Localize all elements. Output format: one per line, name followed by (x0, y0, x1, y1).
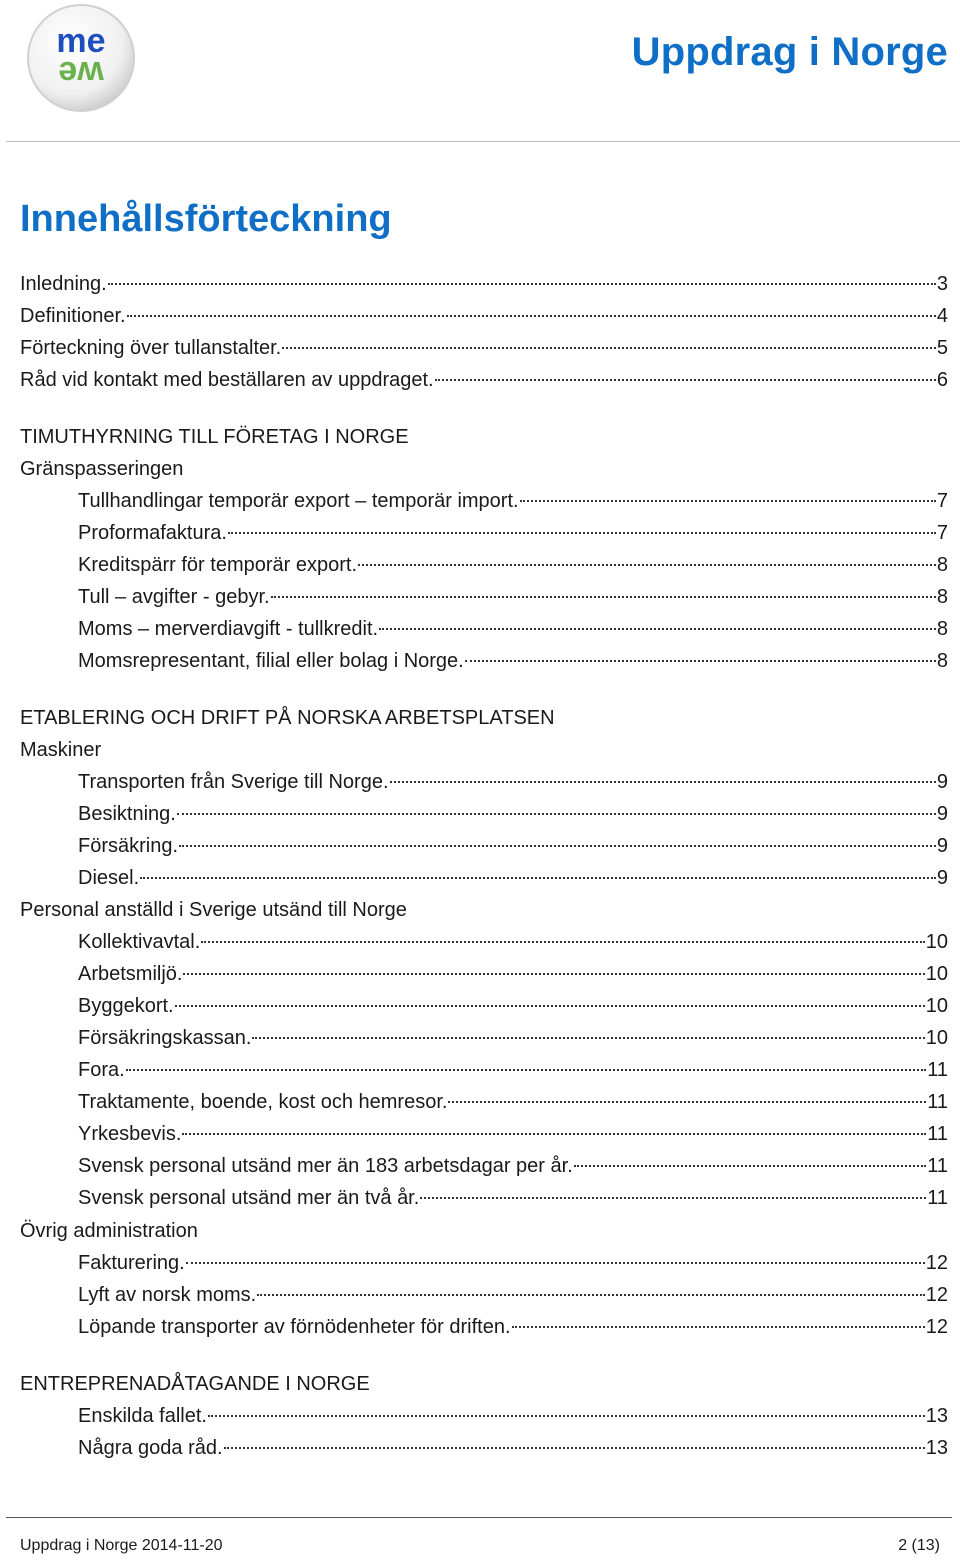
toc-entry-title: Lyft av norsk moms. (78, 1284, 257, 1306)
toc-dot-leader (126, 1069, 927, 1071)
toc-entry-title: Förteckning över tullanstalter. (20, 337, 282, 359)
toc-dot-leader (201, 941, 924, 943)
toc-heading: Innehållsförteckning (20, 198, 392, 240)
toc-entry-title: Svensk personal utsänd mer än 183 arbetsdagar per år. (78, 1155, 573, 1177)
toc-dot-leader (127, 315, 936, 317)
toc-entry-page: 13 (925, 1405, 948, 1427)
logo-text-bottom: we (58, 54, 104, 92)
toc-entry[interactable] (78, 1432, 948, 1464)
toc-dot-leader (435, 379, 936, 381)
toc-entry-page: 7 (936, 522, 948, 544)
toc-dot-leader (108, 283, 936, 285)
toc-entry[interactable] (20, 300, 948, 332)
toc-dot-leader (183, 973, 924, 975)
toc-entry-title: Försäkring. (78, 835, 179, 857)
toc-entry[interactable] (78, 1022, 948, 1054)
toc-entry-page: 12 (925, 1252, 948, 1274)
toc-dot-leader (358, 564, 936, 566)
toc-dot-leader (420, 1197, 926, 1199)
toc-entry[interactable] (78, 485, 948, 517)
toc-entry[interactable] (78, 1086, 948, 1118)
toc-dot-leader (574, 1165, 926, 1167)
toc-dot-leader (390, 781, 936, 783)
toc-entry[interactable] (78, 1054, 948, 1086)
toc-section-heading: Maskiner (20, 739, 102, 761)
toc-dot-leader (271, 596, 936, 598)
toc-entry-page: 10 (925, 1027, 948, 1049)
toc-entry[interactable] (20, 364, 948, 396)
toc-entry-title: Löpande transporter av förnödenheter för driften. (78, 1316, 511, 1338)
toc-entry[interactable] (78, 1118, 948, 1150)
toc-section-heading: Gränspasseringen (20, 458, 184, 480)
toc-entry[interactable] (78, 1182, 948, 1214)
toc-entry-title: Några goda råd. (78, 1437, 223, 1459)
toc-section-heading: ETABLERING OCH DRIFT PÅ NORSKA ARBETSPLATSEN (20, 707, 555, 729)
toc-entry-title: Momsrepresentant, filial eller bolag i Norge. (78, 650, 464, 672)
toc-entry[interactable] (78, 830, 948, 862)
toc-entry-page: 12 (925, 1316, 948, 1338)
toc-dot-leader (177, 813, 936, 815)
toc-dot-leader (224, 1447, 925, 1449)
toc-entry[interactable] (78, 549, 948, 581)
toc-entry-page: 8 (936, 586, 948, 608)
toc-entry-title: Råd vid kontakt med beställaren av uppdraget. (20, 369, 434, 391)
toc-entry-title: Besiktning. (78, 803, 176, 825)
toc-entry[interactable] (78, 613, 948, 645)
toc-dot-leader (512, 1326, 925, 1328)
toc-dot-leader (257, 1294, 925, 1296)
toc-entry-page: 4 (936, 305, 948, 327)
toc-entry-title: Tull – avgifter - gebyr. (78, 586, 270, 608)
toc-dot-leader (228, 532, 936, 534)
toc-entry[interactable] (78, 645, 948, 677)
toc-entry[interactable] (78, 1311, 948, 1343)
toc-entry-page: 11 (927, 1155, 948, 1177)
toc-entry-page: 8 (936, 618, 948, 640)
toc-entry-title: Transporten från Sverige till Norge. (78, 771, 389, 793)
toc-entry-title: Inledning. (20, 273, 107, 295)
toc-entry-title: Fakturering. (78, 1252, 185, 1274)
toc-entry-title: Kollektivavtal. (78, 931, 201, 953)
company-logo (24, 2, 138, 114)
toc-section-heading: Personal anställd i Sverige utsänd till Norge (20, 899, 407, 921)
toc-entry-page: 7 (936, 490, 948, 512)
toc-entry[interactable] (78, 990, 948, 1022)
toc-dot-leader (379, 628, 936, 630)
toc-entry-page: 9 (936, 835, 948, 857)
toc-entry-page: 8 (936, 650, 948, 672)
toc-entry-page: 13 (925, 1437, 948, 1459)
toc-entry[interactable] (78, 766, 948, 798)
toc-entry-title: Svensk personal utsänd mer än två år. (78, 1187, 420, 1209)
toc-entry-title: Fora. (78, 1059, 125, 1081)
toc-section-heading: ENTREPRENADÅTAGANDE I NORGE (20, 1373, 370, 1395)
toc-dot-leader (140, 877, 936, 879)
toc-entry[interactable] (78, 1279, 948, 1311)
document-title: Uppdrag i Norge (631, 30, 948, 74)
toc-entry[interactable] (20, 268, 948, 300)
toc-entry-page: 11 (927, 1123, 948, 1145)
toc-dot-leader (175, 1005, 925, 1007)
toc-dot-leader (179, 845, 936, 847)
toc-entry[interactable] (20, 332, 948, 364)
footer-document-info: Uppdrag i Norge 2014-11-20 (20, 1537, 223, 1554)
toc-entry-title: Försäkringskassan. (78, 1027, 252, 1049)
toc-entry-page: 11 (927, 1187, 948, 1209)
toc-entry-page: 11 (927, 1091, 948, 1113)
toc-entry[interactable] (78, 926, 948, 958)
toc-entry[interactable] (78, 798, 948, 830)
toc-dot-leader (465, 660, 936, 662)
toc-dot-leader (182, 1133, 926, 1135)
toc-entry-page: 12 (925, 1284, 948, 1306)
toc-entry-page: 3 (936, 273, 948, 295)
toc-dot-leader (448, 1101, 926, 1103)
toc-dot-leader (252, 1037, 924, 1039)
toc-entry-title: Kreditspärr för temporär export. (78, 554, 357, 576)
toc-entry-title: Definitioner. (20, 305, 126, 327)
toc-entry[interactable] (78, 862, 948, 894)
toc-entry-page: 10 (925, 931, 948, 953)
toc-entry[interactable] (78, 1150, 948, 1182)
toc-entry-page: 8 (936, 554, 948, 576)
toc-entry-title: Traktamente, boende, kost och hemresor. (78, 1091, 448, 1113)
toc-entry-title: Moms – merverdiavgift - tullkredit. (78, 618, 379, 640)
header-divider (6, 141, 960, 142)
toc-entry[interactable] (78, 581, 948, 613)
toc-entry-title: Enskilda fallet. (78, 1405, 207, 1427)
toc-entry[interactable] (78, 1247, 948, 1279)
toc-entry-page: 9 (936, 867, 948, 889)
toc-entry-page: 5 (936, 337, 948, 359)
logo-text-top: me (56, 22, 106, 60)
toc-dot-leader (208, 1415, 925, 1417)
toc-entry-page: 9 (936, 771, 948, 793)
toc-dot-leader (282, 347, 936, 349)
toc-entry-title: Arbetsmiljö. (78, 963, 183, 985)
toc-dot-leader (186, 1262, 925, 1264)
page-header (0, 0, 960, 142)
toc-entry-title: Proformafaktura. (78, 522, 227, 544)
toc-dot-leader (520, 500, 936, 502)
toc-entry-page: 6 (936, 369, 948, 391)
toc-entry-page: 9 (936, 803, 948, 825)
toc-entry-page: 10 (925, 963, 948, 985)
footer-divider (6, 1517, 952, 1518)
toc-section-heading: TIMUTHYRNING TILL FÖRETAG I NORGE (20, 426, 409, 448)
toc-section-heading: Övrig administration (20, 1220, 198, 1242)
toc-entry-title: Diesel. (78, 867, 140, 889)
toc-entry[interactable] (78, 958, 948, 990)
toc-entry[interactable] (78, 1400, 948, 1432)
toc-entry-page: 10 (925, 995, 948, 1017)
toc-entry-title: Yrkesbevis. (78, 1123, 182, 1145)
toc-entry-page: 11 (927, 1059, 948, 1081)
toc-entry-title: Byggekort. (78, 995, 174, 1017)
toc-entry-title: Tullhandlingar temporär export – temporär import. (78, 490, 519, 512)
footer-page-number: 2 (13) (898, 1537, 940, 1554)
toc-entry[interactable] (78, 517, 948, 549)
